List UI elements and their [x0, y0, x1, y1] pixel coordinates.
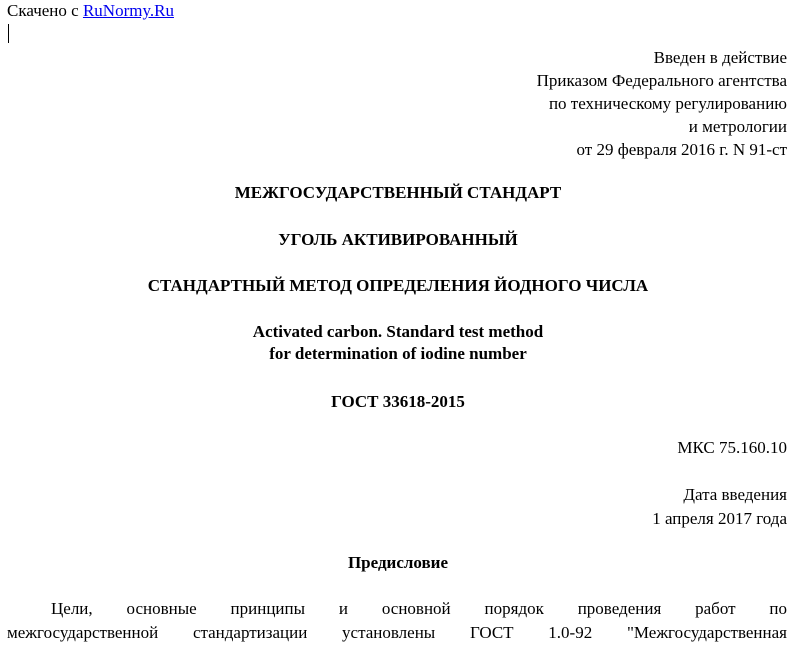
enactment-line: Введен в действие: [653, 48, 787, 67]
english-title-line1: Activated carbon. Standard test method: [252, 322, 544, 341]
paragraph-line2: межгосударственной стандартизации установлены ГОСТ 1.0-92 "Межгосударственная: [7, 623, 787, 642]
source-prefix: Скачено с: [7, 1, 83, 20]
document-title: УГОЛЬ АКТИВИРОВАННЫЙ: [278, 230, 518, 249]
enactment-block: [537, 46, 787, 161]
text-cursor: [8, 24, 9, 43]
standard-heading: МЕЖГОСУДАРСТВЕННЫЙ СТАНДАРТ: [234, 183, 562, 202]
enactment-line: от 29 февраля 2016 г. N 91-ст: [576, 140, 787, 159]
english-title-line2: for determination of iodine number: [269, 344, 527, 363]
preface-heading: Предисловие: [347, 553, 449, 572]
enactment-line: и метрологии: [688, 117, 787, 136]
introduction-date-value: 1 апреля 2017 года: [652, 509, 787, 528]
source-link[interactable]: RuNormy.Ru: [82, 1, 174, 20]
mks-code: МКС 75.160.10: [677, 438, 787, 457]
source-line: [7, 0, 174, 22]
gost-number: ГОСТ 33618-2015: [331, 392, 465, 411]
preface-paragraph: [7, 597, 787, 645]
introduction-date-label: Дата введения: [683, 485, 787, 504]
english-title: [0, 321, 790, 365]
introduction-date: [652, 483, 787, 531]
paragraph-line1: Цели, основные принципы и основной порядок проведения работ по: [51, 599, 787, 618]
document-subtitle: СТАНДАРТНЫЙ МЕТОД ОПРЕДЕЛЕНИЯ ЙОДНОГО ЧИСЛА: [147, 276, 649, 295]
enactment-line: Приказом Федерального агентства: [536, 71, 787, 90]
enactment-line: по техническому регулированию: [548, 94, 787, 113]
